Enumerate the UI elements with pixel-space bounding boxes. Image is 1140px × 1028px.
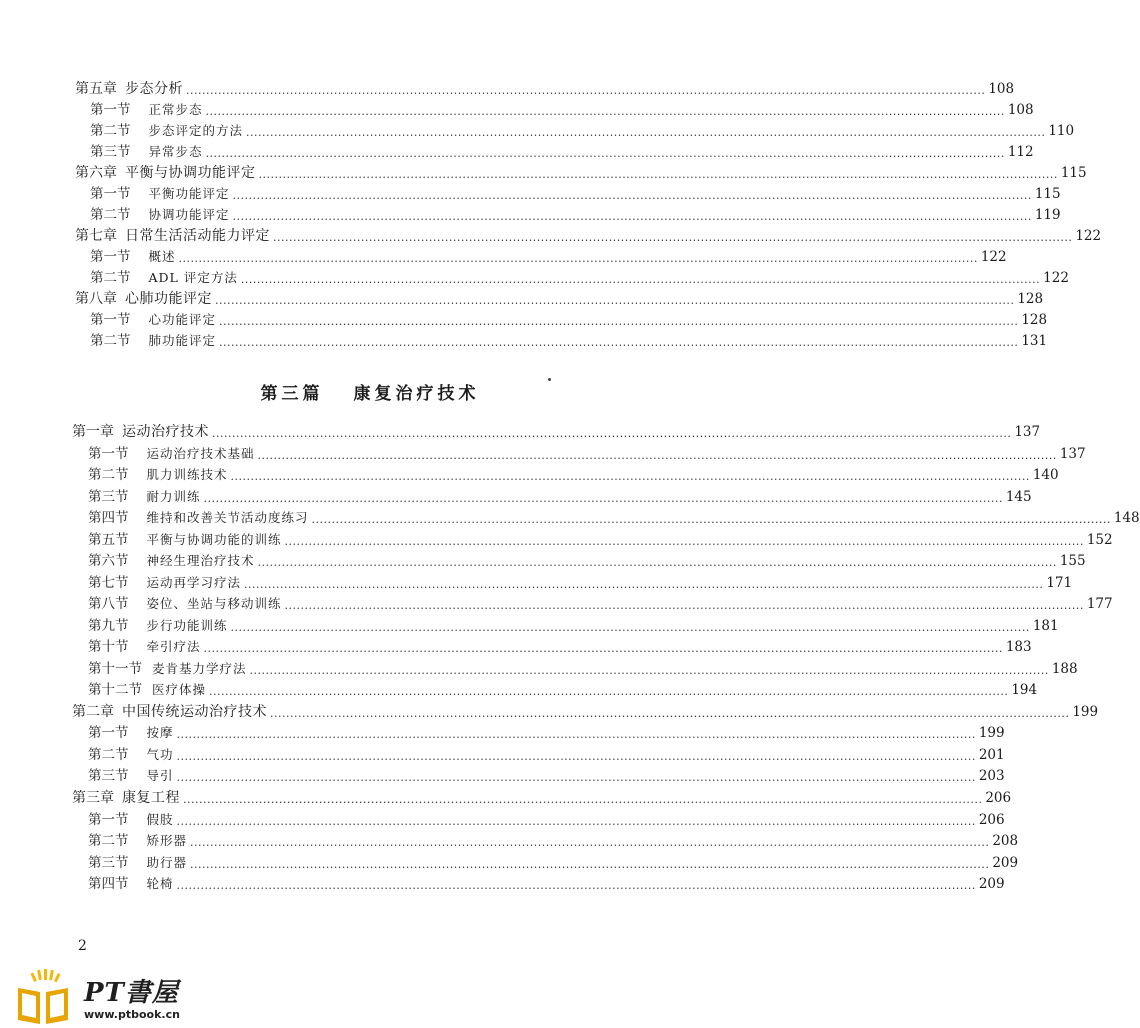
entry-number: 第二章 — [72, 704, 114, 720]
entry-number: 第五章 — [75, 81, 117, 97]
watermark-url: www.ptbook.cn — [84, 1008, 180, 1021]
entry-page-number: 115 — [1034, 186, 1061, 202]
toc-section-entry — [88, 874, 1005, 894]
entry-number: 第二节 — [88, 747, 129, 763]
dot-leader: ........................................................................................................................................................................................................ — [215, 294, 1015, 307]
dot-leader: ........................................................................................................................................................................................................ — [203, 492, 1003, 505]
dot-leader: ........................................................................................................................................................................................................ — [176, 771, 976, 784]
entry-page-number: 209 — [978, 876, 1005, 892]
entry-title: 助行器 — [146, 855, 188, 870]
entry-page-number: 108 — [988, 81, 1015, 97]
entry-number: 第一节 — [88, 812, 129, 828]
toc-section-entry — [88, 573, 1073, 593]
entry-number: 第二节 — [90, 333, 131, 349]
entry-title: 维持和改善关节活动度练习 — [146, 510, 309, 525]
dot-leader: ........................................................................................................................................................................................................ — [183, 793, 983, 806]
book-logo-icon — [14, 968, 72, 1026]
dot-leader: ........................................................................................................................................................................................................ — [176, 879, 976, 892]
entry-number: 第一节 — [90, 102, 131, 118]
entry-page-number: 152 — [1086, 532, 1113, 548]
entry-number: 第十二节 — [88, 682, 142, 698]
toc-section-entry — [88, 810, 1005, 830]
entry-title: 神经生理治疗技术 — [146, 553, 255, 568]
entry-page-number: 128 — [1017, 291, 1044, 307]
entry-title: 假肢 — [146, 812, 174, 827]
entry-number: 第八节 — [88, 596, 129, 612]
entry-title: 运动再学习疗法 — [146, 575, 242, 590]
part-title: 康复治疗技术 — [353, 384, 480, 404]
entry-title: 导引 — [146, 768, 174, 783]
dot-leader: ........................................................................................................................................................................................................ — [203, 642, 1003, 655]
entry-title: 肌力训练技术 — [146, 467, 228, 482]
entry-page-number: 112 — [1007, 144, 1034, 160]
toc-section-entry — [88, 680, 1038, 700]
entry-number: 第一节 — [90, 186, 131, 202]
entry-number: 第六节 — [88, 553, 129, 569]
toc-section-entry — [88, 551, 1086, 571]
entry-page-number: 206 — [978, 812, 1005, 828]
dot-leader: ........................................................................................................................................................................................................ — [205, 147, 1005, 160]
dot-leader: ........................................................................................................................................................................................................ — [284, 599, 1084, 612]
dot-leader: ........................................................................................................................................................................................................ — [257, 556, 1057, 569]
dot-leader: ........................................................................................................................................................................................................ — [176, 750, 976, 763]
entry-page-number: 209 — [992, 855, 1019, 871]
entry-number: 第一节 — [88, 725, 129, 741]
watermark-name: PT書屋 — [84, 978, 179, 1008]
entry-title: 麦肯基力学疗法 — [152, 661, 247, 676]
entry-page-number: 122 — [980, 249, 1007, 265]
entry-page-number: 199 — [978, 725, 1005, 741]
entry-page-number: 148 — [1113, 510, 1140, 526]
toc-section-entry — [88, 723, 1005, 743]
dot-leader: ........................................................................................................................................................................................................ — [284, 535, 1084, 548]
part-number: 第三篇 — [260, 384, 324, 404]
dot-leader: ........................................................................................................................................................................................................ — [219, 336, 1019, 349]
entry-title: 轮椅 — [146, 876, 174, 891]
dot-leader: ........................................................................................................................................................................................................ — [270, 707, 1070, 720]
toc-section-entry — [88, 530, 1113, 550]
dot-leader: ........................................................................................................................................................................................................ — [240, 273, 1041, 286]
entry-number: 第十节 — [88, 639, 129, 655]
entry-page-number: 145 — [1005, 489, 1032, 505]
entry-page-number: 131 — [1021, 333, 1048, 349]
entry-number: 第三节 — [88, 855, 129, 871]
entry-title: ADL 评定方法 — [148, 270, 238, 285]
dot-leader: ........................................................................................................................................................................................................ — [230, 470, 1030, 483]
watermark-logo — [14, 968, 214, 1026]
entry-number: 第二节 — [90, 207, 131, 223]
toc-section-entry — [90, 331, 1048, 351]
toc-section-entry — [90, 205, 1061, 225]
entry-page-number: 206 — [985, 790, 1012, 806]
dot-leader: ........................................................................................................................................................................................................ — [190, 836, 990, 849]
entry-number: 第一节 — [88, 446, 129, 462]
dot-leader: ........................................................................................................................................................................................................ — [244, 578, 1044, 591]
entry-page-number: 140 — [1032, 467, 1059, 483]
entry-title: 步态分析 — [125, 81, 183, 97]
entry-number: 第三节 — [88, 768, 129, 784]
dot-leader: ........................................................................................................................................................................................................ — [186, 84, 986, 97]
entry-title: 运动治疗技术 — [122, 424, 209, 440]
entry-number: 第九节 — [88, 618, 129, 634]
entry-title: 步态评定的方法 — [148, 123, 244, 138]
entry-page-number: 155 — [1059, 553, 1086, 569]
entry-title: 平衡与协调功能的训练 — [146, 532, 282, 547]
dot-leader: ........................................................................................................................................................................................................ — [232, 189, 1032, 202]
entry-page-number: 208 — [992, 833, 1019, 849]
dot-leader: ........................................................................................................................................................................................................ — [232, 210, 1032, 223]
dot-leader: ........................................................................................................................................................................................................ — [205, 105, 1005, 118]
entry-title: 气功 — [146, 747, 174, 762]
entry-title: 矫形器 — [146, 833, 188, 848]
dot-leader: ........................................................................................................................................................................................................ — [311, 513, 1111, 526]
entry-number: 第一节 — [90, 312, 131, 328]
entry-title: 平衡与协调功能评定 — [125, 165, 256, 181]
toc-chapter-entry — [75, 226, 1102, 246]
entry-title: 正常步态 — [148, 102, 203, 117]
entry-page-number: 181 — [1032, 618, 1059, 634]
entry-number: 第二节 — [88, 833, 129, 849]
toc-chapter-entry — [72, 788, 1012, 808]
entry-number: 第一章 — [72, 424, 114, 440]
part-heading — [0, 379, 740, 404]
dot-leader: ........................................................................................................................................................................................................ — [212, 427, 1012, 440]
toc-section-entry — [90, 100, 1034, 120]
entry-page-number: 201 — [978, 747, 1005, 763]
page-number: 2 — [78, 938, 87, 954]
toc-section-entry — [88, 745, 1005, 765]
toc-section-entry — [90, 142, 1034, 162]
entry-number: 第三节 — [90, 144, 131, 160]
entry-title: 日常生活活动能力评定 — [125, 228, 270, 244]
dot-leader: ........................................................................................................................................................................................................ — [190, 858, 990, 871]
entry-title: 肺功能评定 — [148, 333, 217, 348]
dot-leader: ........................................................................................................................................................................................................ — [176, 815, 976, 828]
entry-title: 运动治疗技术基础 — [146, 446, 255, 461]
scan-speck — [548, 378, 551, 381]
entry-title: 协调功能评定 — [148, 207, 230, 222]
toc-chapter-entry — [75, 289, 1044, 309]
entry-title: 心肺功能评定 — [125, 291, 212, 307]
dot-leader: ........................................................................................................................................................................................................ — [219, 315, 1019, 328]
entry-number: 第七章 — [75, 228, 117, 244]
entry-number: 第二节 — [90, 270, 131, 286]
entry-number: 第四节 — [88, 876, 129, 892]
entry-page-number: 137 — [1014, 424, 1041, 440]
entry-title: 牵引疗法 — [146, 639, 201, 654]
entry-title: 中国传统运动治疗技术 — [122, 704, 267, 720]
toc-section-entry — [88, 659, 1078, 679]
toc-section-entry — [90, 247, 1007, 267]
dot-leader: ........................................................................................................................................................................................................ — [249, 664, 1049, 677]
entry-number: 第三章 — [72, 790, 114, 806]
toc-section-entry — [88, 766, 1005, 786]
entry-title: 平衡功能评定 — [148, 186, 230, 201]
entry-title: 按摩 — [146, 725, 174, 740]
entry-number: 第五节 — [88, 532, 129, 548]
dot-leader: ........................................................................................................................................................................................................ — [258, 168, 1058, 181]
toc-section-entry — [90, 121, 1075, 141]
toc-section-entry — [88, 831, 1019, 851]
dot-leader: ........................................................................................................................................................................................................ — [246, 126, 1046, 139]
toc-section-entry — [88, 616, 1059, 636]
entry-number: 第一节 — [90, 249, 131, 265]
entry-title: 姿位、坐站与移动训练 — [146, 596, 282, 611]
entry-number: 第四节 — [88, 510, 129, 526]
entry-title: 异常步态 — [148, 144, 203, 159]
entry-page-number: 183 — [1005, 639, 1032, 655]
entry-title: 步行功能训练 — [146, 618, 228, 633]
entry-page-number: 194 — [1011, 682, 1038, 698]
entry-number: 第六章 — [75, 165, 117, 181]
entry-page-number: 171 — [1046, 575, 1073, 591]
entry-page-number: 137 — [1059, 446, 1086, 462]
entry-number: 第八章 — [75, 291, 117, 307]
entry-page-number: 119 — [1034, 207, 1061, 223]
toc-section-entry — [90, 184, 1061, 204]
dot-leader: ........................................................................................................................................................................................................ — [230, 621, 1030, 634]
toc-chapter-entry — [75, 79, 1015, 99]
toc-section-entry — [88, 487, 1032, 507]
toc-section-entry — [88, 444, 1086, 464]
toc-section-entry — [88, 637, 1032, 657]
dot-leader: ........................................................................................................................................................................................................ — [178, 252, 978, 265]
entry-page-number: 115 — [1060, 165, 1087, 181]
toc-section-entry — [88, 594, 1113, 614]
entry-title: 概述 — [148, 249, 176, 264]
toc-section-entry — [90, 268, 1069, 288]
entry-page-number: 199 — [1072, 704, 1099, 720]
entry-title: 康复工程 — [122, 790, 180, 806]
entry-number: 第十一节 — [88, 661, 142, 677]
entry-page-number: 122 — [1075, 228, 1102, 244]
entry-title: 心功能评定 — [148, 312, 217, 327]
entry-number: 第七节 — [88, 575, 129, 591]
toc-chapter-entry — [75, 163, 1087, 183]
toc-chapter-entry — [72, 702, 1099, 722]
entry-title: 耐力训练 — [146, 489, 201, 504]
dot-leader: ........................................................................................................................................................................................................ — [209, 685, 1009, 698]
dot-leader: ........................................................................................................................................................................................................ — [257, 449, 1057, 462]
entry-page-number: 188 — [1051, 661, 1078, 677]
entry-page-number: 108 — [1007, 102, 1034, 118]
entry-number: 第二节 — [90, 123, 131, 139]
toc-section-entry — [88, 508, 1140, 528]
entry-title: 医疗体操 — [152, 682, 207, 697]
entry-number: 第三节 — [88, 489, 129, 505]
entry-page-number: 128 — [1021, 312, 1048, 328]
entry-page-number: 122 — [1043, 270, 1069, 286]
entry-number: 第二节 — [88, 467, 129, 483]
toc-chapter-entry — [72, 422, 1041, 442]
entry-page-number: 177 — [1086, 596, 1113, 612]
dot-leader: ........................................................................................................................................................................................................ — [176, 728, 976, 741]
dot-leader: ........................................................................................................................................................................................................ — [273, 231, 1073, 244]
toc-section-entry — [90, 310, 1048, 330]
entry-page-number: 203 — [978, 768, 1005, 784]
toc-section-entry — [88, 465, 1059, 485]
toc-section-entry — [88, 853, 1019, 873]
entry-page-number: 110 — [1048, 123, 1075, 139]
